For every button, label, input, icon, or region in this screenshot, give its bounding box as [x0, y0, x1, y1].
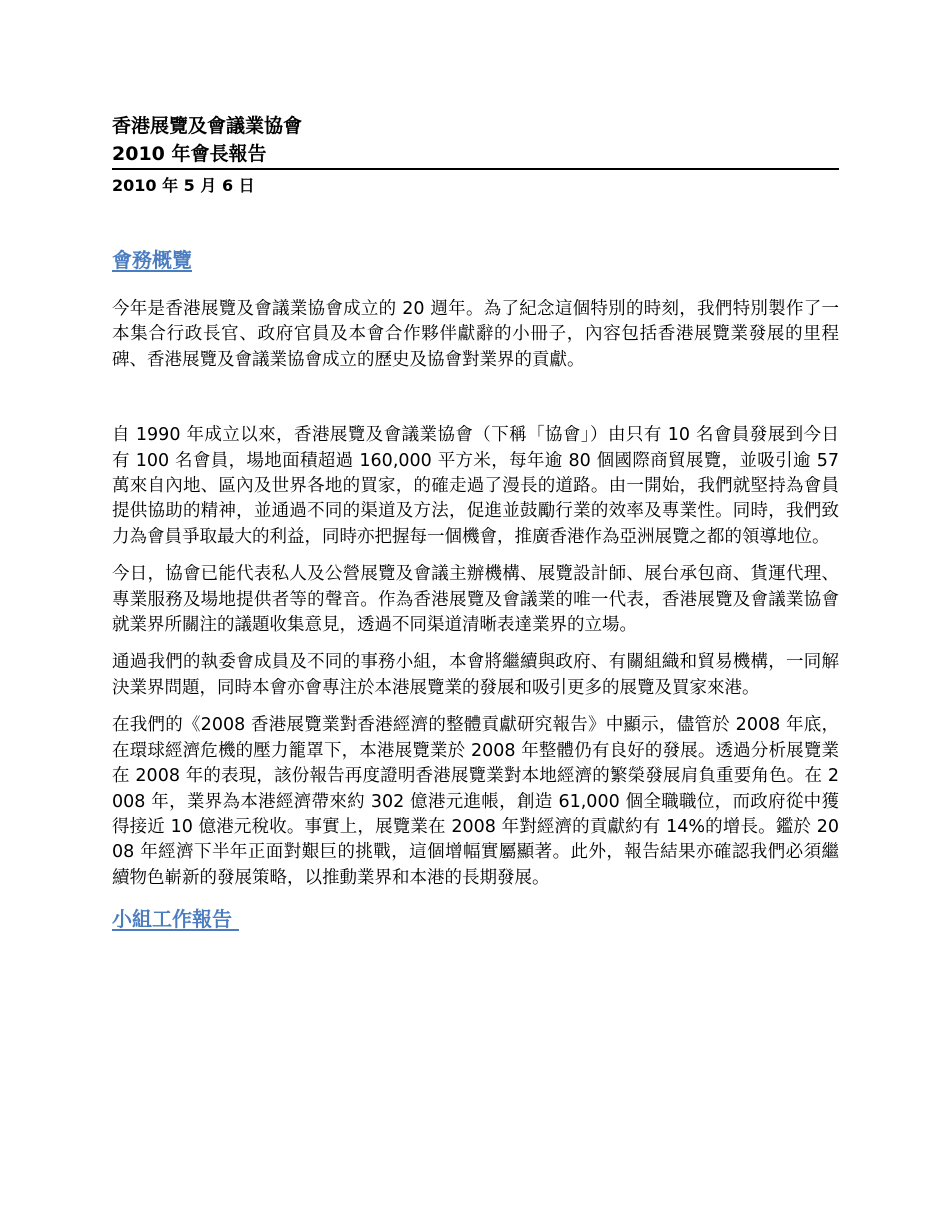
organization-title: 香港展覽及會議業協會 [112, 115, 303, 137]
paragraph-committees: 通過我們的執委會成員及不同的事務小組，本會將繼續與政府、有關組織和貿易機構，一同解決業界問題，同時本會亦會專注於本港展覽業的發展和吸引更多的展覽及買家來港。 [112, 652, 839, 698]
document-page [112, 112, 839, 934]
report-title: 2010 年會長報告 [112, 143, 267, 165]
paragraph-economic-study: 在我們的《2008 香港展覽業對香港經濟的整體貢獻研究報告》中顯示，儘管於 2008 年底，在環球經濟危機的壓力籠罩下，本港展覽業於 2008 年整體仍有良好的發展。透過分析展覽業在 2008 年的表現，該份報告再度證明香港展覽業對本地經濟的繁榮發展肩負重要角色。在 2008 年，業界為本港經濟帶來約 302 億港元進帳，創造 61,000 個全職職位，而政府從中獲得接近 10 億港元稅收。事實上，展覽業在 2008 年對經濟的貢獻約有 14%的增長。鑑於 2008 年經濟下半年正面對艱巨的挑戰，這個增幅實屬顯著。此外，報告結果亦確認我們必須繼續物色嶄新的發展策略，以推動業界和本港的長期發展。 [112, 715, 839, 888]
report-date: 2010 年 5 月 6 日 [112, 176, 255, 195]
title-divider [112, 168, 839, 170]
paragraph-history: 自 1990 年成立以來，香港展覽及會議業協會（下稱「協會」）由只有 10 名會員發展到今日有 100 名會員，場地面積超過 160,000 平方米，每年逾 80 個國際商貿展覽，並吸引逾 57 萬來自內地、區內及世界各地的買家，的確走過了漫長的道路。由一開始，我們就堅持為會員提供協助的精神，並通過不同的渠道及方法，促進並鼓勵行業的效率及專業性。同時，我們致力為會員爭取最大的利益，同時亦把握每一個機會，推廣香港作為亞洲展覽之都的領導地位。 [112, 425, 839, 547]
section-heading-overview[interactable]: 會務概覽 [112, 248, 192, 272]
paragraph-representation: 今日，協會已能代表私人及公營展覽及會議主辦機構、展覽設計師、展台承包商、貨運代理、專業服務及場地提供者等的聲音。作為香港展覽及會議業的唯一代表，香港展覽及會議業協會就業界所關注的議題收集意見，透過不同渠道清晰表達業界的立場。 [112, 564, 839, 636]
section-heading-group-reports[interactable]: 小組工作報告 [112, 907, 239, 932]
paragraph-anniversary: 今年是香港展覽及會議業協會成立的 20 週年。為了紀念這個特別的時刻，我們特別製作了一本集合行政長官、政府官員及本會合作夥伴獻辭的小冊子，內容包括香港展覽業發展的里程碑、香港展覽及會議業協會成立的歷史及協會對業界的貢獻。 [112, 299, 839, 370]
